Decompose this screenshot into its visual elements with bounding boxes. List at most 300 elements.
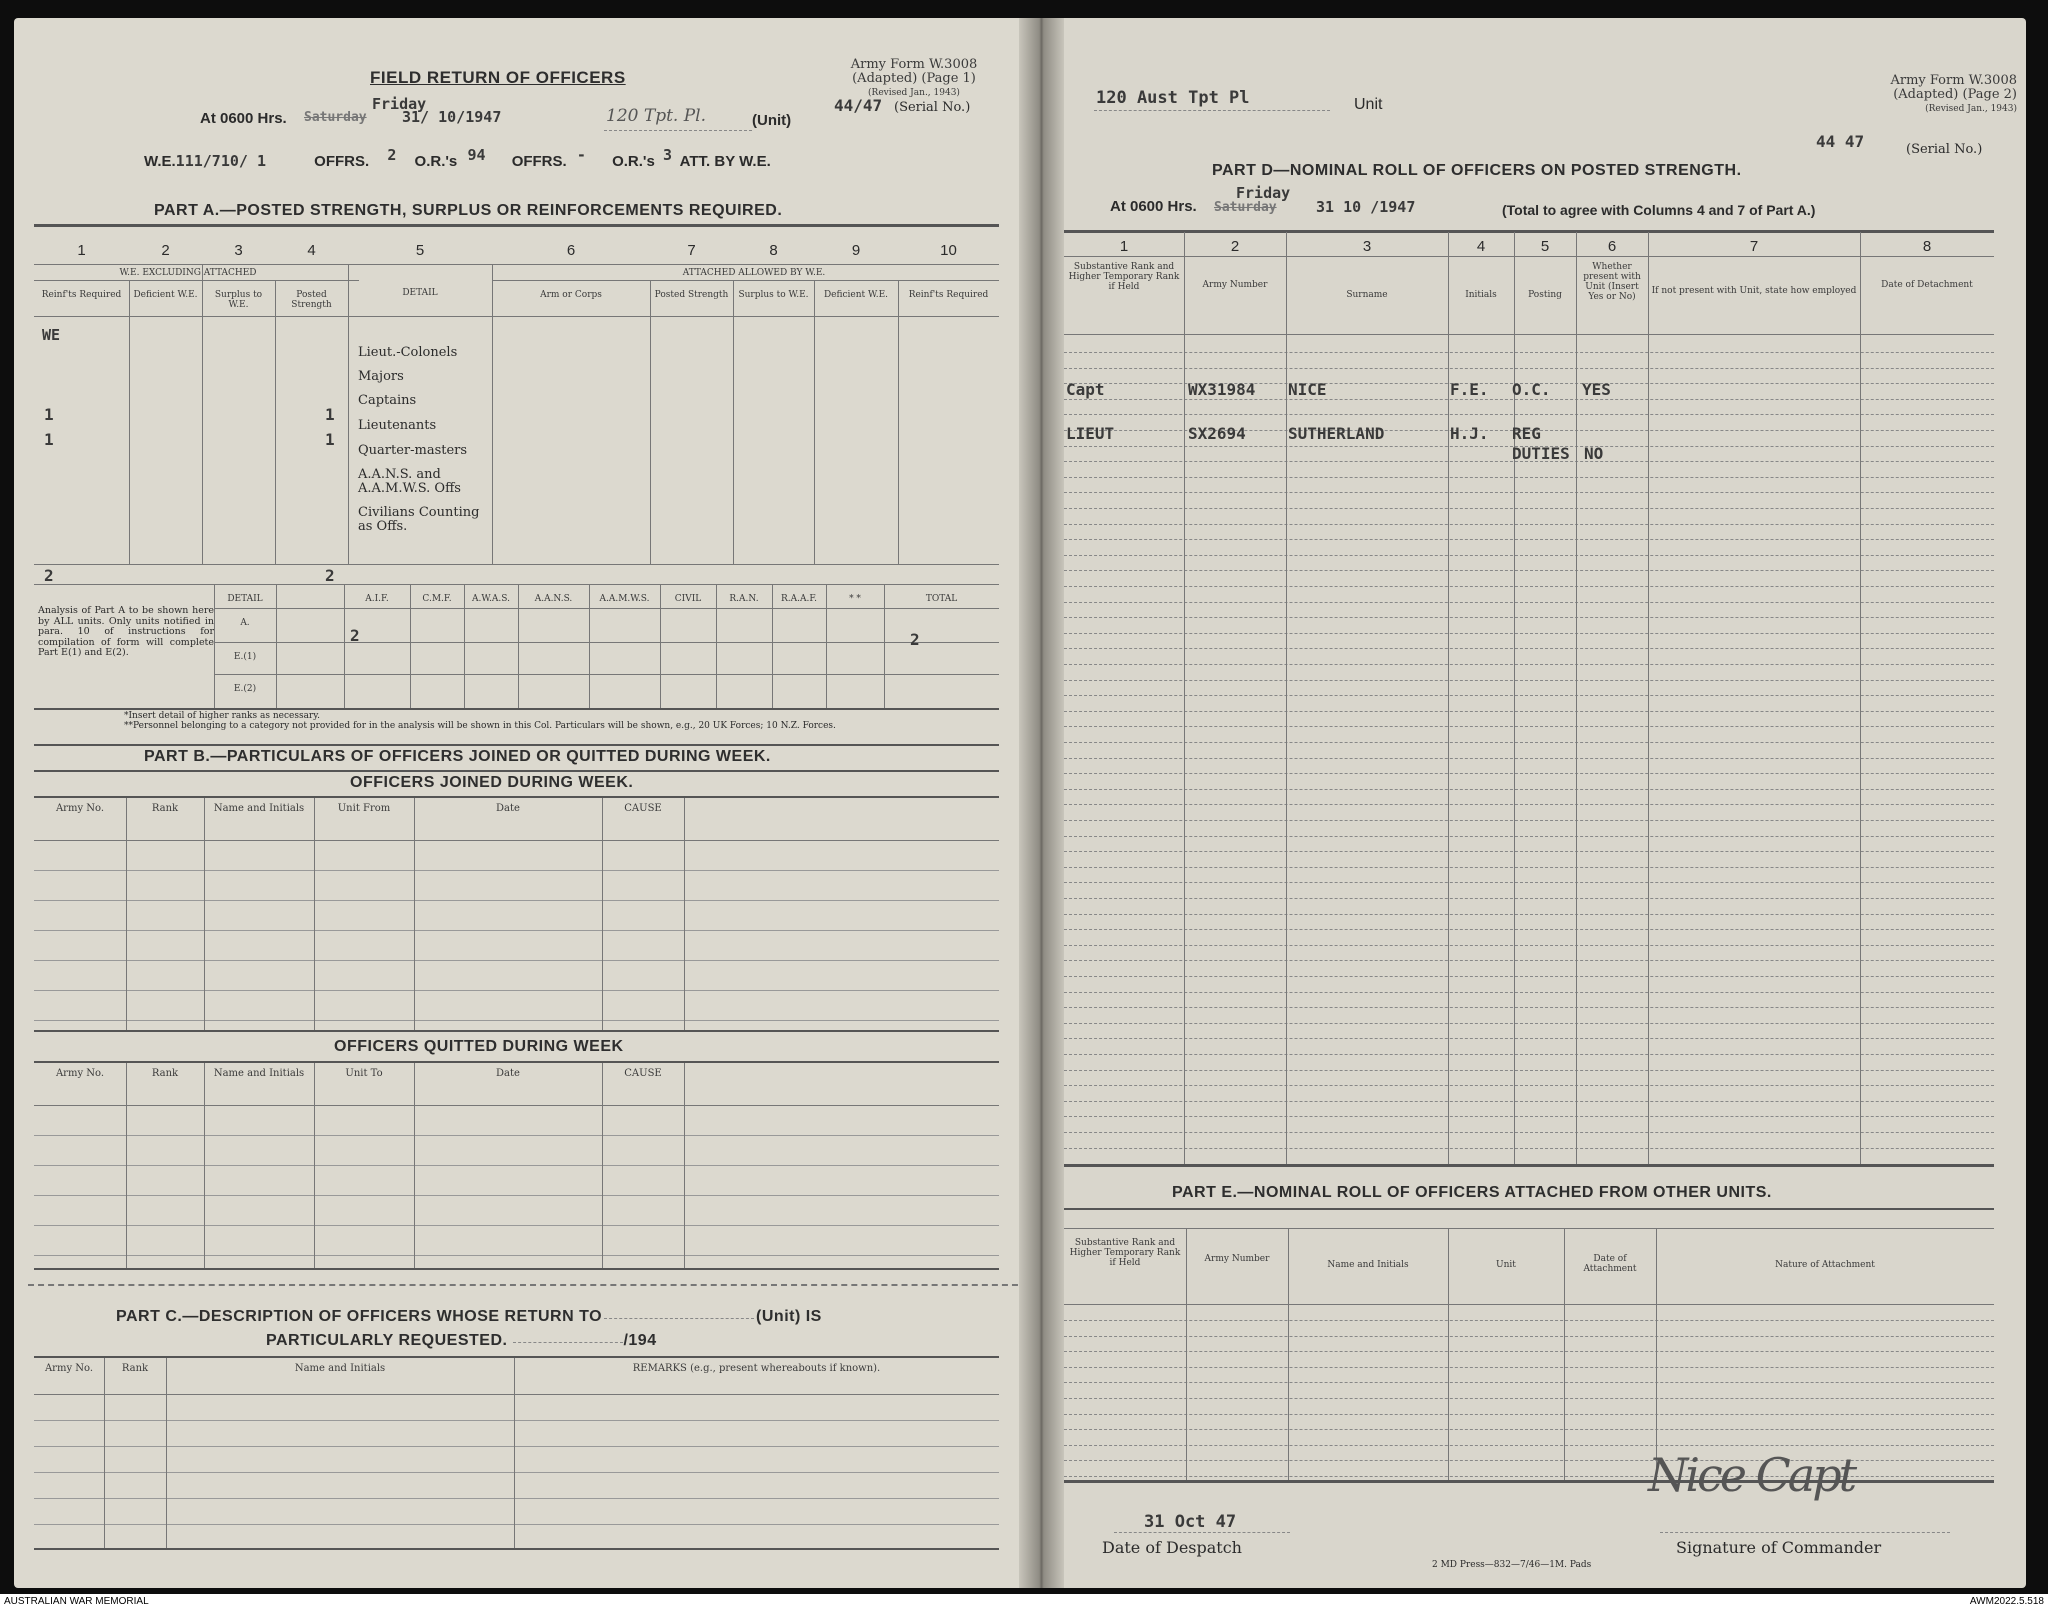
column-rule: [1286, 232, 1287, 1164]
rank-label: A.A.N.S. and A.A.M.W.S. Offs: [358, 467, 461, 496]
part-c-heading-2: [266, 1332, 657, 1350]
signature-label: Signature of Commander: [1676, 1538, 1882, 1557]
column-header: Surplus to W.E.: [214, 290, 263, 310]
part-c-unit-label: (Unit) IS: [756, 1308, 822, 1325]
column-header: Date: [496, 1068, 520, 1079]
row-rule: [1064, 602, 1994, 603]
we-mark: WE: [42, 326, 61, 344]
column-rule: [202, 264, 203, 280]
column-rule: [1448, 1228, 1449, 1480]
row-rule: [1064, 1007, 1994, 1008]
column-rule: [650, 280, 651, 564]
column-number: 5: [1540, 238, 1550, 255]
column-rule: [202, 280, 203, 564]
row-rule: [1064, 1398, 1994, 1399]
column-rule: [314, 798, 315, 1030]
year-digit: 7: [492, 108, 502, 126]
signature-line: [1660, 1532, 1950, 1533]
column-header: Date: [496, 803, 520, 814]
column-rule: [1564, 1228, 1565, 1480]
column-header: Date of Attachment: [1583, 1254, 1637, 1274]
year-digit: 7: [1406, 198, 1416, 216]
analysis-header: R.A.A.F.: [780, 594, 818, 604]
part-b-heading: PART B.—PARTICULARS OF OFFICERS JOINED OR QUITTED DURING WEEK.: [144, 748, 771, 765]
row-rule: [34, 960, 999, 961]
rank-label: Lieutenants: [358, 418, 437, 433]
row-rule: [1064, 1445, 1994, 1446]
rule: [34, 584, 999, 585]
roll-cell-posting: REG DUTIES: [1512, 424, 1570, 463]
row-rule: [1064, 368, 1994, 369]
row-rule: [1064, 617, 1994, 618]
column-rule: [1288, 1228, 1289, 1480]
column-header: Posting: [1528, 290, 1562, 300]
column-header: Unit To: [345, 1068, 383, 1079]
row-rule: [1064, 898, 1994, 899]
part-c-heading-1: [116, 1308, 822, 1326]
row-rule: [1064, 1382, 1994, 1383]
rule: [34, 744, 999, 746]
column-rule: [314, 1063, 315, 1268]
book-gutter: [1019, 18, 1064, 1588]
roll-cell-initials: F.E.: [1450, 380, 1489, 399]
part-c-date-line: [513, 1342, 623, 1343]
column-header: Army Number: [1202, 280, 1268, 290]
column-header: Rank: [151, 803, 179, 814]
rule: [34, 1061, 999, 1063]
attached-allowed-label: ATTACHED ALLOWED BY W.E.: [682, 268, 826, 278]
rule: [34, 564, 999, 565]
offrs2-value: -: [576, 146, 586, 164]
date-text: 31 10 /194: [1316, 198, 1407, 216]
column-number: 8: [1922, 238, 1932, 255]
column-header: Deficient W.E.: [133, 290, 198, 300]
column-rule: [772, 584, 773, 708]
row-rule: [1064, 976, 1994, 977]
analysis-header: * *: [849, 594, 861, 604]
column-header: Army No.: [44, 1363, 94, 1374]
rule: [34, 708, 999, 710]
column-header: If not present with Unit, state how employed: [1651, 286, 1857, 296]
day-struck: Saturday: [304, 110, 367, 125]
part-a-heading: PART A.—POSTED STRENGTH, SURPLUS OR REINFORCEMENTS REQUIRED.: [154, 202, 783, 219]
column-rule: [126, 1063, 127, 1268]
row-rule: [1064, 867, 1994, 868]
c1-captains: 1: [44, 405, 54, 424]
row-rule: [1064, 1429, 1994, 1430]
analysis-header: TOTAL: [925, 594, 958, 604]
column-number: 1: [1119, 238, 1129, 255]
rule: [34, 770, 999, 772]
column-rule: [602, 1063, 603, 1268]
rule: [34, 224, 999, 227]
column-header: Surname: [1346, 290, 1388, 300]
column-rule: [410, 584, 411, 708]
column-rule: [602, 798, 603, 1030]
column-header: Name and Initials: [213, 803, 305, 814]
rank-label: Civilians Counting as Offs.: [358, 505, 480, 534]
column-rule: [166, 1358, 167, 1548]
column-number: 3: [234, 242, 243, 259]
column-number: 8: [769, 242, 778, 259]
ors-value: 94: [467, 146, 486, 164]
part-c-text-1: PART C.—DESCRIPTION OF OFFICERS WHOSE RETURN TO: [116, 1308, 603, 1325]
column-header: REMARKS (e.g., present whereabouts if known).: [632, 1363, 881, 1374]
cut-line: [28, 1284, 1028, 1286]
footnote-2: **Personnel belonging to a category not provided for in the analysis will be shown in this Col. Particulars will be shown, e.g., 20 UK Forces; 10 N.Z. Forces.: [124, 721, 836, 731]
row-rule: [1064, 1336, 1994, 1337]
left-page-page1: [14, 18, 1019, 1588]
column-header: Reinf'ts Required: [41, 290, 122, 300]
row-rule: [1064, 414, 1994, 415]
row-rule: [1064, 1148, 1994, 1149]
column-header: Date of Detachment: [1881, 280, 1973, 290]
column-header: Surplus to W.E.: [738, 290, 809, 300]
unit-handwritten: 120 Tpt. Pl.: [606, 106, 706, 126]
analysis-header: A.I.F.: [365, 594, 389, 604]
analysis-row-label: A.: [240, 618, 250, 628]
row-rule: [1064, 758, 1994, 759]
analysis-header: A.W.A.S.: [472, 594, 510, 604]
we-value: 111/710/ 1: [175, 152, 266, 170]
row-rule: [1064, 1101, 1994, 1102]
column-number: 1: [77, 242, 86, 259]
att-label: ATT. BY W.E.: [679, 153, 771, 170]
analysis-header: R.A.N.: [729, 594, 759, 604]
rule: [34, 1356, 999, 1358]
column-rule: [276, 584, 277, 708]
roll-cell-posting: O.C.: [1512, 380, 1551, 399]
row-rule: [34, 900, 999, 901]
c4-total: 2: [325, 566, 335, 585]
row-rule: [1064, 914, 1994, 915]
column-rule: [126, 798, 127, 1030]
column-number: 7: [1749, 238, 1759, 255]
row-rule: [34, 1225, 999, 1226]
row-rule: [34, 1498, 999, 1499]
row-rule: [34, 870, 999, 871]
row-rule: [34, 1472, 999, 1473]
column-rule: [684, 798, 685, 1030]
row-rule: [34, 1020, 999, 1021]
row-rule: [1064, 1320, 1994, 1321]
rule: [1064, 1208, 1994, 1210]
column-rule: [204, 798, 205, 1030]
roll-cell-rank: Capt: [1066, 380, 1105, 399]
column-rule: [129, 280, 130, 564]
unit-label: (Unit): [752, 112, 792, 129]
column-number: 10: [940, 242, 957, 259]
row-rule: [1064, 742, 1994, 743]
row-rule: [1064, 477, 1994, 478]
analysis-row-label: E.(1): [233, 652, 257, 662]
column-header: Name and Initials: [294, 1363, 386, 1374]
column-rule: [514, 1358, 515, 1548]
we-label: W.E.: [144, 153, 176, 170]
c1-total: 2: [44, 566, 54, 585]
row-rule: [1064, 960, 1994, 961]
column-rule: [1186, 1228, 1187, 1480]
unit-label: Unit: [1354, 96, 1383, 113]
row-rule: [1064, 695, 1994, 696]
column-rule: [344, 584, 345, 708]
column-rule: [1648, 232, 1649, 1164]
rule: [214, 642, 999, 643]
row-rule: [1064, 680, 1994, 681]
rank-label: Quarter-masters: [358, 443, 468, 458]
row-rule: [34, 1165, 999, 1166]
row-rule: [1064, 711, 1994, 712]
column-rule: [518, 584, 519, 708]
column-header: CAUSE: [624, 1068, 662, 1079]
analysis-header: DETAIL: [227, 594, 263, 604]
column-header: Name and Initials: [213, 1068, 305, 1079]
row-rule: [1064, 851, 1994, 852]
row-rule: [1064, 664, 1994, 665]
ors2-label: O.R.'s: [612, 153, 655, 170]
offrs2-label: OFFRS.: [511, 153, 567, 170]
right-page-page2: [1064, 18, 2026, 1588]
rule: [214, 674, 999, 675]
column-header: Substantive Rank and Higher Temporary Rank if Held: [1068, 262, 1180, 292]
column-header: Reinf'ts Required: [908, 290, 989, 300]
footnote-1: *Insert detail of higher ranks as necessary.: [124, 711, 320, 721]
column-rule: [733, 280, 734, 564]
ors-label: O.R.'s: [414, 153, 458, 170]
column-header: Posted Strength: [654, 290, 729, 300]
form-revised: (Revised Jan., 1943): [868, 88, 960, 98]
quitted-heading: OFFICERS QUITTED DURING WEEK: [334, 1038, 624, 1055]
column-rule: [1448, 232, 1449, 1164]
row-rule: [1064, 352, 1994, 353]
column-number: 2: [161, 242, 170, 259]
column-number: 4: [1476, 238, 1486, 255]
column-number: 7: [687, 242, 696, 259]
rank-label: Captains: [358, 393, 417, 408]
column-header: Posted Strength: [291, 290, 332, 310]
rule: [1064, 256, 1994, 257]
serial-label: (Serial No.): [894, 100, 971, 115]
day-typed: Friday: [372, 95, 427, 113]
rule: [34, 1105, 999, 1106]
rule: [1064, 1480, 1994, 1483]
column-rule: [104, 1358, 105, 1548]
column-header: Army Number: [1204, 1254, 1270, 1264]
column-rule: [414, 798, 415, 1030]
row-rule: [34, 1524, 999, 1525]
column-number: 2: [1230, 238, 1240, 255]
row-rule: [1064, 882, 1994, 883]
row-rule: [1064, 1476, 1994, 1477]
column-header: Substantive Rank and Higher Temporary Rank if Held: [1069, 1238, 1181, 1268]
column-rule: [716, 584, 717, 708]
row-rule: [1064, 633, 1994, 634]
column-rule: [826, 584, 827, 708]
rank-label: Majors: [358, 369, 404, 384]
form-revised: (Revised Jan., 1943): [1925, 104, 2017, 114]
row-rule: [34, 1420, 999, 1421]
analysis-header: A.A.N.S.: [534, 594, 573, 604]
form-title: FIELD RETURN OF OFFICERS: [370, 68, 626, 87]
rule: [34, 1030, 999, 1032]
column-header: DETAIL: [402, 288, 438, 298]
serial-number: 44/47: [834, 96, 883, 115]
day-struck: Saturday: [1214, 200, 1277, 215]
column-rule: [898, 280, 899, 564]
row-rule: [1064, 508, 1994, 509]
column-header: Unit From: [337, 803, 391, 814]
rule: [34, 796, 999, 798]
part-c-text-2: PARTICULARLY REQUESTED.: [266, 1332, 508, 1349]
roll-cell-surname: NICE: [1288, 380, 1327, 399]
row-rule: [1064, 726, 1994, 727]
rule: [34, 1268, 999, 1270]
row-rule: [1064, 1070, 1994, 1071]
column-rule: [348, 264, 349, 564]
form-id-block: [1837, 74, 2017, 116]
roll-cell-present: NO: [1584, 444, 1604, 463]
row-rule: [1064, 1414, 1994, 1415]
offrs-value: 2: [387, 146, 397, 164]
despatch-label: Date of Despatch: [1102, 1538, 1242, 1557]
roll-cell-number: WX31984: [1188, 380, 1256, 399]
unit-typed: 120 Aust Tpt Pl: [1096, 88, 1250, 108]
despatch-date: 31 Oct 47: [1144, 1512, 1237, 1532]
commander-signature: Nice Capt: [1648, 1448, 1855, 1502]
at-hours-label: At 0600 Hrs.: [1110, 198, 1197, 215]
column-rule: [684, 1063, 685, 1268]
c1-lieutenants: 1: [44, 430, 54, 449]
analysis-header: C.M.F.: [422, 594, 452, 604]
column-header: Army No.: [55, 803, 105, 814]
date-field: [1316, 198, 1415, 216]
column-header: Unit: [1496, 1260, 1516, 1270]
we-excluding-label: W.E. EXCLUDING ATTACHED: [119, 268, 257, 278]
row-rule: [1064, 804, 1994, 805]
column-rule: [1184, 232, 1185, 1164]
row-rule: [1064, 1038, 1994, 1039]
ors2-value: 3: [662, 146, 673, 164]
form-id: Army Form W.3008: [1890, 73, 2017, 88]
rank-label: Lieut.-Colonels: [358, 345, 458, 360]
column-rule: [414, 1063, 415, 1268]
column-header: Deficient W.E.: [823, 290, 889, 300]
row-rule: [1064, 1367, 1994, 1368]
part-d-heading: PART D—NOMINAL ROLL OF OFFICERS ON POSTED STRENGTH.: [1212, 162, 1742, 179]
row-rule: [1064, 1116, 1994, 1117]
offrs-label: OFFRS.: [314, 153, 370, 170]
column-number: 6: [566, 242, 576, 259]
form-id: Army Form W.3008: [850, 57, 978, 72]
analysis-row-label: E.(2): [233, 684, 257, 694]
rule: [1064, 230, 1994, 233]
rule: [34, 280, 359, 281]
rule: [1064, 1164, 1994, 1167]
column-number: 4: [307, 242, 316, 259]
c4-captains: 1: [325, 405, 335, 424]
part-c-date: /194: [623, 1332, 657, 1349]
row-rule: [1064, 820, 1994, 821]
row-rule: [1064, 992, 1994, 993]
joined-heading: OFFICERS JOINED DURING WEEK.: [350, 774, 634, 791]
part-c-unit-line: [604, 1318, 754, 1319]
column-rule: [492, 264, 493, 564]
form-id-block: [834, 58, 994, 100]
we-line: [144, 146, 771, 170]
total-note: (Total to agree with Columns 4 and 7 of Part A.): [1502, 202, 1816, 218]
roll-cell-initials: H.J.: [1450, 424, 1489, 443]
column-rule: [814, 280, 815, 564]
column-header: Whether present with Unit (Insert Yes or No): [1583, 262, 1641, 302]
row-rule: [1064, 524, 1994, 525]
row-rule: [1064, 1023, 1994, 1024]
rule: [34, 840, 999, 841]
press-note: 2 MD Press—832—7/46—1M. Pads: [1432, 1560, 1592, 1570]
footer-right: AWM2022.5.518: [1969, 1596, 2044, 1607]
column-rule: [275, 280, 276, 564]
roll-cell-surname: SUTHERLAND: [1288, 424, 1385, 443]
roll-cell-rank: LIEUT: [1066, 424, 1115, 443]
rule: [34, 1548, 999, 1550]
analysis-note: Analysis of Part A to be shown here by ALL units. Only units notified in para. 10 of instructions for compilation of form will complete Part E(1) and E(2).: [38, 605, 214, 658]
row-rule: [34, 1255, 999, 1256]
column-rule: [884, 584, 885, 708]
column-header: Rank: [151, 1068, 179, 1079]
rule: [34, 316, 999, 317]
row-rule: [1064, 1085, 1994, 1086]
rule: [1064, 334, 1994, 335]
rule: [1064, 1304, 1994, 1305]
column-header: Nature of Attachment: [1775, 1260, 1875, 1270]
roll-cell-number: SX2694: [1188, 424, 1246, 443]
row-rule: [1064, 1054, 1994, 1055]
row-rule: [1064, 539, 1994, 540]
archive-footer: [0, 1594, 2048, 1610]
unit-line: [604, 130, 752, 131]
column-number: 6: [1607, 238, 1617, 255]
row-rule: [1064, 773, 1994, 774]
row-rule: [34, 930, 999, 931]
form-adapted: (Adapted) (Page 2): [1893, 87, 2017, 102]
date-text: 31/ 10/194: [402, 108, 493, 126]
row-rule: [1064, 648, 1994, 649]
total-value: 2: [910, 630, 920, 649]
column-header: Name and Initials: [1327, 1260, 1409, 1270]
column-number: 9: [851, 242, 861, 259]
column-rule: [1514, 232, 1515, 1164]
column-header: CAUSE: [624, 803, 662, 814]
row-rule: [34, 990, 999, 991]
row-rule: [1064, 836, 1994, 837]
row-rule: [1064, 555, 1994, 556]
row-rule: [1064, 586, 1994, 587]
roll-cell-present: YES: [1582, 380, 1611, 399]
part-e-heading: PART E.—NOMINAL ROLL OF OFFICERS ATTACHED FROM OTHER UNITS.: [1172, 1184, 1772, 1201]
rule: [34, 264, 999, 265]
rule: [492, 280, 999, 281]
row-rule: [1064, 492, 1994, 493]
row-rule: [1064, 789, 1994, 790]
column-rule: [464, 584, 465, 708]
row-rule: [1064, 945, 1994, 946]
despatch-line: [1114, 1532, 1290, 1533]
unit-line: [1094, 110, 1330, 111]
column-header: Rank: [121, 1363, 149, 1374]
column-header: Arm or Corps: [540, 290, 602, 300]
row-rule: [34, 1195, 999, 1196]
aif-value: 2: [350, 626, 360, 645]
column-rule: [589, 584, 590, 708]
